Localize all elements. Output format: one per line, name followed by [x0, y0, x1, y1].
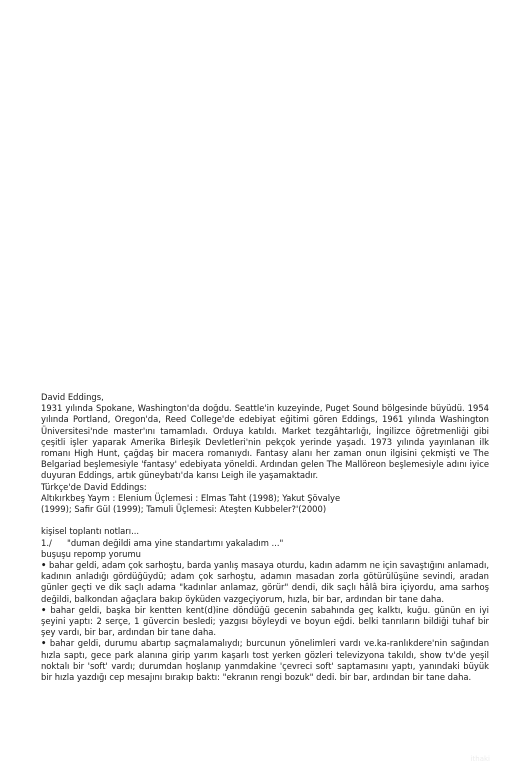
list-item-text: bahar geldi, durumu abartıp saçmalamalıydı; burcunun yönelimleri vardı ve.ka-ranlıkdere'nin sağından hızla saptı, gece park alanına girip yarım kaşarlı tost yerken gözleri televizyona takıldı, show tv'de yeşil noktalı bir 'soft' vardı; durumdan hoşlanıp yanmdakine 'çevreci soft' saptamasını yaptı, yanındaki büyük bir hızla yazdığı cep mesajını bırakıp baktı: "ekranın rengi bozuk" dedi. bir bar, ardından bir tane daha.: [41, 638, 489, 683]
bullet-icon: •: [41, 560, 47, 571]
notes-heading: kişisel toplantı notları...: [41, 526, 140, 537]
bullet-icon: •: [41, 604, 47, 615]
author-heading: David Eddings,: [41, 392, 104, 402]
note-title: "duman değildi ama yine standartımı yakaladım ...": [67, 537, 284, 548]
turkish-editions-heading: Türkçe'de David Eddings:: [41, 481, 147, 492]
watermark: ithaki: [470, 755, 490, 763]
note-subtitle: buşuşu repomp yorumu: [41, 548, 141, 559]
note-title-line: [41, 538, 489, 549]
list-item-text: bahar geldi, adam çok sarhoştu, barda yanlış masaya oturdu, kadın adamm ne için savaştığını anlamadı, kadının anladığı gördüğüydü; adam çok sarhoştu, adamın masadan zorla götürülüşüne sevindi, aradan günler geçti ve dik saçlı adama "kadınlar anlamaz, görür" dendi, dik saçlı hâlâ bira içiyordu, ama sarhoş değildi, balkondan ağaçlara bakıp öyküden vazgeçiyorum, hızla, bir bar, ardından bir tane daha.: [41, 560, 489, 604]
list-item-text: bahar geldi, başka bir kentten kent(d)ine döndüğü gecenin sabahında geç kalktı, kuğu. günün en iyi şeyini yaptı: 2 serçe, 1 güvercin besledi; yazgısı böyleydi ve boyun eğdi. belki tanrıların bildiği tuhaf bir şey vardı, bir bar, ardından bir tane daha.: [41, 604, 489, 638]
author-bio: 1931 yılında Spokane, Washington'da doğdu. Seattle'in kuzeyinde, Puget Sound bölgesinde büyüdü. 1954 yılında Portland, Oregon'da, Reed College'de edebiyat eğitimi gören Eddings, 1961 yılında Washington Üniversitesi'nde master'ını tamamladı. Orduya katıldı. Market tezgâhtarlığı, İngilizce öğretmenliği gibi çeşitli işler yaparak Amerika Birleşik Devletleri'nin pekçok yerinde yaşadı. 1973 yılında yayınlanan ilk romanı High Hunt, çağdaş bir macera romanıydı. Fantasy alanı her zaman onun ilgisini çekmişti ve The Belgariad beşlemesiyle 'fantasy' edebiyata yöneldi. Ardından gelen The Mallöreon beşlemesiyle adını iyice duyuran Eddings, artık güneybatı'da karısı Leigh ile yaşamaktadır.: [41, 403, 489, 481]
bullet-icon: •: [41, 638, 47, 649]
spacer: [41, 515, 489, 526]
books-line-1: Altıkırkbeş Yaym : Elenium Üçlemesi : Elmas Taht (1998); Yakut Şövalye: [41, 492, 341, 503]
note-number: 1./: [41, 537, 52, 548]
list-item: [41, 638, 489, 683]
list-item: [41, 605, 489, 639]
books-line-2: (1999); Safir Gül (1999); Tamuli Üçlemesi: Ateşten Kubbeler?'(2000): [41, 504, 327, 515]
list-item: [41, 560, 489, 605]
document-body: [41, 392, 489, 683]
